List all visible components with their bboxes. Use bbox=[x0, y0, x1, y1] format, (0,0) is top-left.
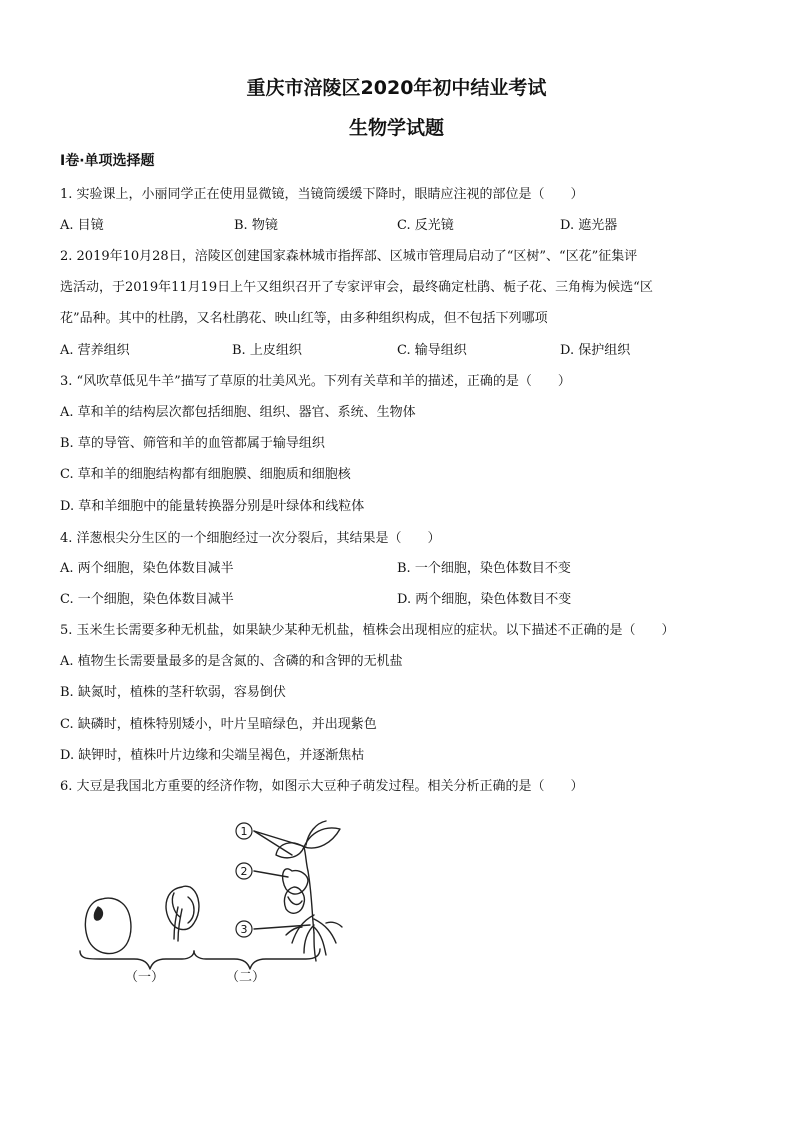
question-2-option-d: D. 保护组织 bbox=[560, 343, 631, 358]
question-1-option-b: B. 物镜 bbox=[234, 218, 278, 233]
marker-3 bbox=[236, 921, 252, 937]
question-5-option-b: B. 缺氮时，植株的茎秆软弱，容易倒伏 bbox=[60, 685, 286, 700]
question-5-stem: 5. 玉米生长需要多种无机盐，如果缺少某种无机盐，植株会出现相应的症状。以下描述不正确的是（ ） bbox=[60, 623, 675, 638]
question-3-stem: 3. “风吹草低见牛羊”描写了草原的壮美风光。下列有关草和羊的描述，正确的是（ ） bbox=[60, 374, 571, 389]
svg-text:3: 3 bbox=[240, 923, 248, 936]
question-2-stem-line-3: 花”品种。其中的杜鹃，又名杜鹃花、映山红等，由多种组织构成，但不包括下列哪项 bbox=[60, 311, 548, 326]
question-4-option-c: C. 一个细胞，染色体数目减半 bbox=[60, 592, 234, 607]
section-heading: Ⅰ卷·单项选择题 bbox=[60, 153, 155, 169]
question-4-stem: 4. 洋葱根尖分生区的一个细胞经过一次分裂后，其结果是（ ） bbox=[60, 531, 441, 546]
svg-text:2: 2 bbox=[240, 865, 248, 878]
question-5-option-c: C. 缺磷时，植株特别矮小，叶片呈暗绿色，并出现紫色 bbox=[60, 717, 377, 732]
question-4-option-a: A. 两个细胞，染色体数目减半 bbox=[60, 561, 234, 576]
question-6-stem: 6. 大豆是我国北方重要的经济作物，如图示大豆种子萌发过程。相关分析正确的是（ ） bbox=[60, 779, 584, 794]
question-2-stem-line-2: 选活动，于2019年11月19日上午又组织召开了专家评审会，最终确定杜鹃、栀子花、三角梅为候选“区 bbox=[60, 280, 653, 295]
stage-3-seedling-drawing bbox=[276, 821, 342, 961]
question-5-option-d: D. 缺钾时，植株叶片边缘和尖端呈褐色，并逐渐焦枯 bbox=[60, 748, 365, 763]
seed-germination-figure bbox=[70, 815, 370, 995]
question-3-option-d: D. 草和羊细胞中的能量转换器分别是叶绿体和线粒体 bbox=[60, 499, 365, 514]
stage-label-2: （二） bbox=[226, 970, 266, 985]
question-5-option-a: A. 植物生长需要量最多的是含氮的、含磷的和含钾的无机盐 bbox=[60, 654, 403, 669]
question-4-option-d: D. 两个细胞，染色体数目不变 bbox=[397, 592, 572, 607]
marker-1 bbox=[236, 823, 252, 839]
exam-title: 重庆市涪陵区2020年初中结业考试 bbox=[246, 77, 547, 99]
svg-text:1: 1 bbox=[240, 825, 248, 838]
leader-line-1a bbox=[254, 831, 306, 847]
question-1-stem: 1. 实验课上，小丽同学正在使用显微镜，当镜筒缓缓下降时，眼睛应注视的部位是（ ） bbox=[60, 187, 584, 202]
question-1-option-d: D. 遮光器 bbox=[560, 218, 618, 233]
question-2-stem-line-1: 2. 2019年10月28日，涪陵区创建国家森林城市指挥部、区城市管理局启动了“区树”、“区花”征集评 bbox=[60, 249, 638, 264]
stage-1-seed-drawing bbox=[85, 898, 131, 954]
exam-subtitle: 生物学试题 bbox=[348, 117, 444, 139]
marker-2 bbox=[236, 863, 252, 879]
question-2-option-a: A. 营养组织 bbox=[60, 343, 130, 358]
question-2-option-c: C. 输导组织 bbox=[397, 343, 467, 358]
stage-2-sprouting-seed-drawing bbox=[166, 886, 199, 941]
question-3-option-b: B. 草的导管、筛管和羊的血管都属于输导组织 bbox=[60, 436, 325, 451]
question-4-option-b: B. 一个细胞，染色体数目不变 bbox=[397, 561, 571, 576]
question-1-option-c: C. 反光镜 bbox=[397, 218, 454, 233]
question-3-option-c: C. 草和羊的细胞结构都有细胞膜、细胞质和细胞核 bbox=[60, 467, 351, 482]
question-2-option-b: B. 上皮组织 bbox=[232, 343, 302, 358]
question-1-option-a: A. 目镜 bbox=[60, 218, 104, 233]
question-3-option-a: A. 草和羊的结构层次都包括细胞、组织、器官、系统、生物体 bbox=[60, 405, 416, 420]
stage-label-1: （一） bbox=[125, 970, 165, 985]
